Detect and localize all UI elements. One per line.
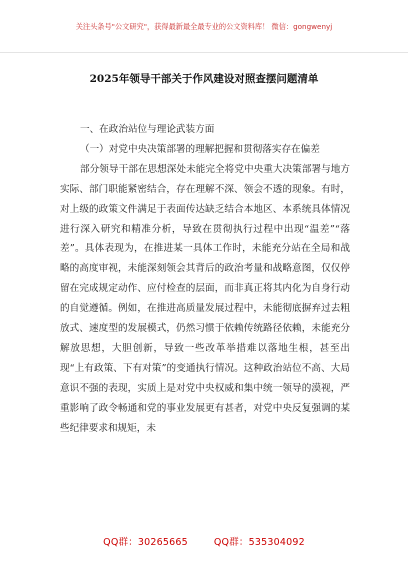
qq-group-2: QQ群：535304092 [213,537,305,548]
subsection-heading: （一）对党中央决策部署的理解把握和贯彻落实存在偏差 [80,143,320,155]
document-title: 2025年领导干部关于作风建设对照查摆问题清单 [89,73,319,85]
qq-group-1: QQ群：30265665 [103,537,188,548]
section-heading: 一、在政治站位与理论武装方面 [80,124,215,135]
header-banner: 关注头条号"公文研究"，获得最新最全最专业的公文资料库！ 微信：gongwenyj [75,22,333,31]
footer-contact [0,534,408,548]
header-divider [0,52,408,53]
body-paragraph: 部分领导干部在思想深处未能完全将党中央重大决策部署与地方实际、部门职能紧密结合，存在理解不深、领会不透的现象。有时，对上级的政策文件满足于表面传达缺乏结合本地区、本系统具体情况进行深入研究和精准分析，导致在贯彻执行过程中出现“温差”“落差”。具体表现为，在推进某一具体工作时，未能充分站在全局和战略的高度审视，未能深刻领会其背后的政治考量和战略意图，仅仅停留在完成规定动作、应付检查的层面，而非真正将其内化为自身行动的自觉遵循。例如，在推进高质量发展过程中，未能彻底摒弃过去粗放式、速度型的发展模式，仍然习惯于依赖传统路径依赖，未能充分解放思想，大胆创新，导致一些改革举措难以落地生根，甚至出现“上有政策、下有对策”的变通执行情况。这种政治站位不高、大局意识不强的表现，实质上是对党中央权威和集中统一领导的漠视，严重影响了政令畅通和党的事业发展更有甚者，对党中央反复强调的某些纪律要求和规矩，未 [60,163,350,434]
document-body [60,120,350,439]
